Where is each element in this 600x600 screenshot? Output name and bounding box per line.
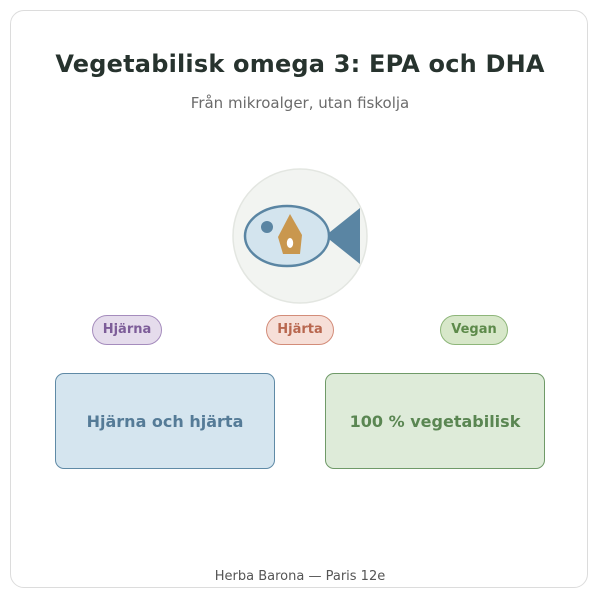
- benefit-box-vegetable-label: 100 % vegetabilisk: [349, 411, 521, 431]
- page-title: Vegetabilisk omega 3: EPA och DHA: [55, 50, 545, 78]
- drop-highlight: [287, 238, 293, 248]
- footer-text: Herba Barona — Paris 12e: [214, 569, 386, 584]
- fish-with-drop-icon: [230, 166, 370, 306]
- fish-eye: [261, 221, 273, 233]
- tag-vegan: Vegan: [440, 315, 508, 345]
- benefit-box-brain-heart-label: Hjärna och hjärta: [86, 411, 244, 431]
- page-subtitle: Från mikroalger, utan fiskolja: [190, 94, 410, 112]
- benefit-box-brain-heart: [55, 373, 275, 469]
- tag-heart: Hjärta: [266, 315, 334, 345]
- tag-brain: Hjärna: [92, 315, 162, 345]
- benefit-box-vegetable: [325, 373, 545, 469]
- fish-emblem: [230, 166, 370, 306]
